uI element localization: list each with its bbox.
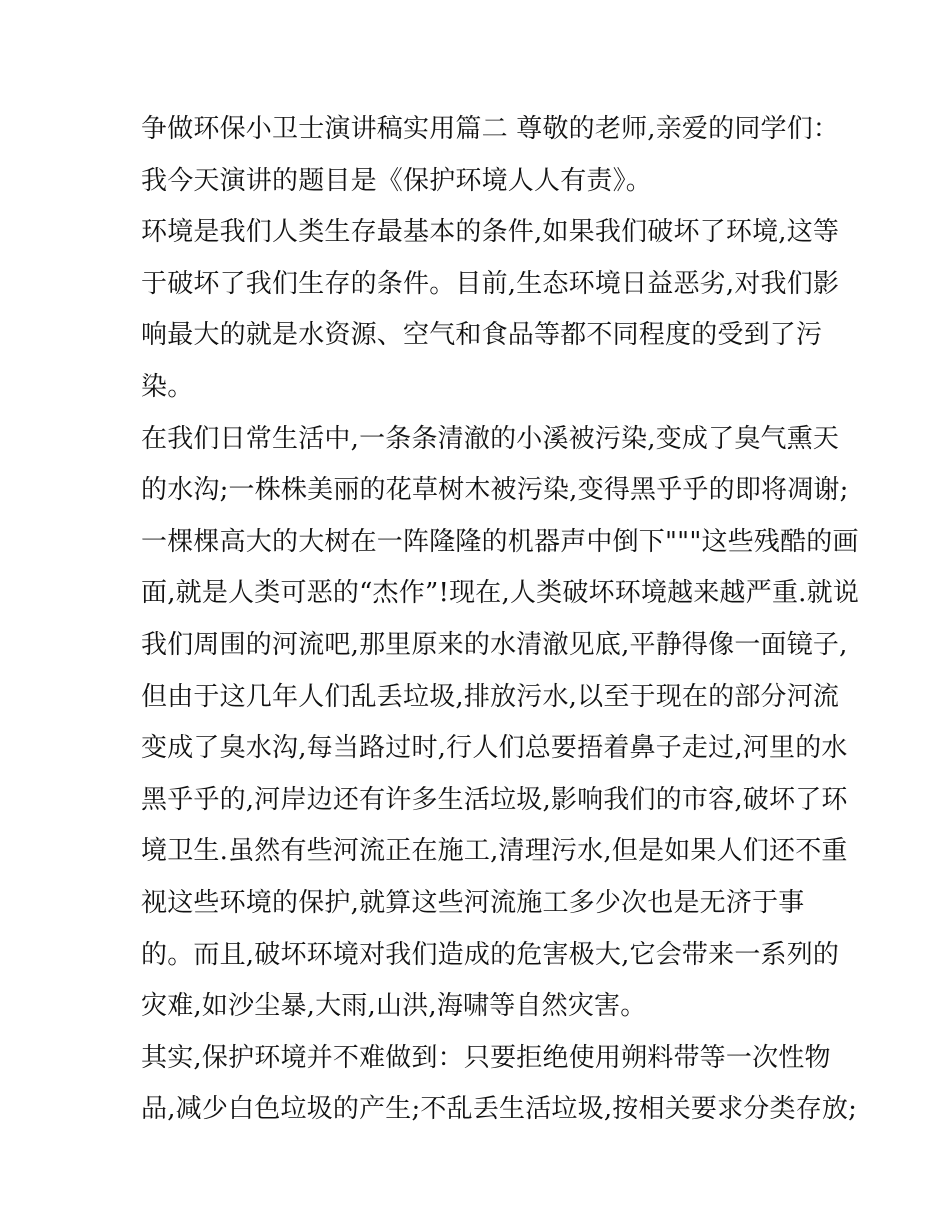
text-line-title: 争做环保小卫士演讲稿实用篇二 尊敬的老师,亲爱的同学们：	[141, 114, 840, 144]
text-line: 一棵棵高大的大树在一阵隆隆的机器声中倒下"""这些残酷的画	[141, 526, 859, 557]
text-line: 品,减少白色垃圾的产生;不乱丢生活垃圾,按相关要求分类存放;	[141, 1094, 858, 1125]
text-line: 变成了臭水沟,每当路过时,行人们总要捂着鼻子走过,河里的水	[141, 733, 848, 764]
text-line: 环境是我们人类生存最基本的条件,如果我们破坏了环境,这等	[141, 217, 840, 248]
text-line: 的水沟;一株株美丽的花草树木被污染,变得黑乎乎的即将凋谢;	[141, 475, 849, 506]
text-line: 的。而且,破坏环境对我们造成的危害极大,它会带来一系列的	[141, 939, 840, 970]
text-line: 其实,保护环境并不难做到：只要拒绝使用朔料带等一次性物	[141, 1042, 831, 1073]
text-line: 染。	[141, 371, 194, 402]
text-line: 在我们日常生活中,一条条清澈的小溪被污染,变成了臭气熏天	[141, 423, 840, 454]
text-line: 面,就是人类可恶的“杰作”!现在,人类破坏环境越来越严重.就说	[141, 578, 860, 609]
text-line: 于破坏了我们生存的条件。目前,生态环境日益恶劣,对我们影	[141, 268, 840, 299]
speech-text	[141, 104, 860, 1136]
text-line: 我今天演讲的题目是《保护环境人人有责》。	[141, 165, 653, 196]
text-line: 灾难,如沙尘暴,大雨,山洪,海啸等自然灾害。	[141, 991, 647, 1022]
text-line: 黑乎乎的,河岸边还有许多生活垃圾,影响我们的市容,破坏了环	[141, 784, 848, 815]
text-line: 境卫生.虽然有些河流正在施工,清理污水,但是如果人们还不重	[141, 836, 848, 867]
text-line: 视这些环境的保护,就算这些河流施工多少次也是无济于事	[141, 887, 805, 918]
text-line: 但由于这几年人们乱丢垃圾,排放污水,以至于现在的部分河流	[141, 681, 840, 712]
text-line: 响最大的就是水资源、空气和食品等都不同程度的受到了污	[141, 320, 823, 351]
text-line: 我们周围的河流吧,那里原来的水清澈见底,平静得像一面镜子,	[141, 629, 848, 660]
